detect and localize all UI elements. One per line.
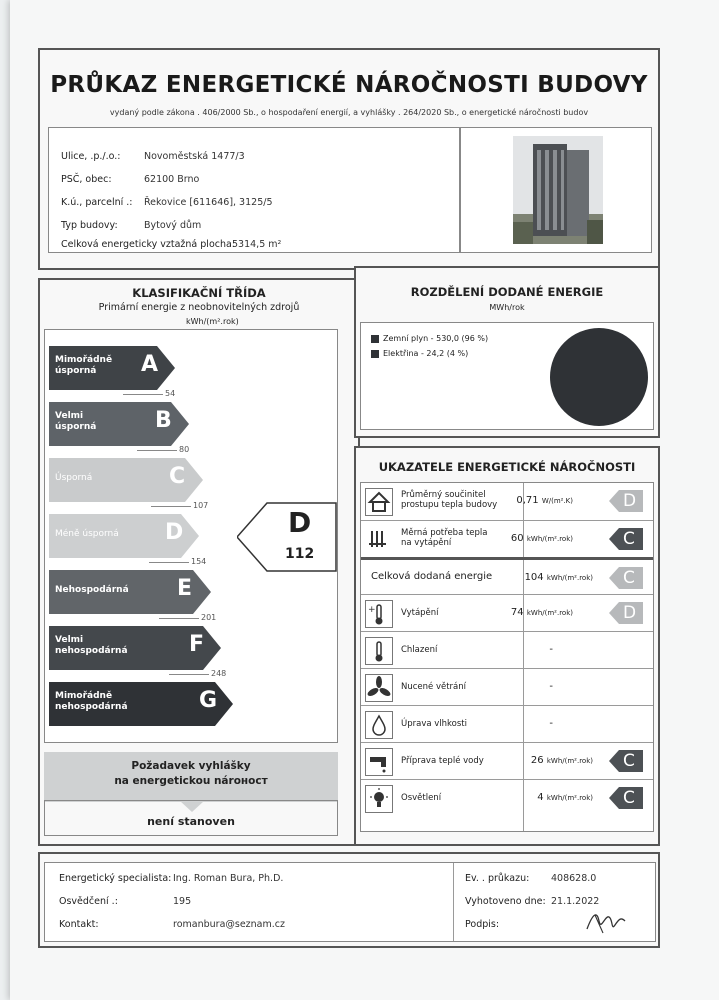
class-G-label1: Mimořádně (55, 691, 113, 701)
heating-unit: kWh/(m².rok) (526, 609, 573, 617)
humidity-value: - (549, 718, 553, 729)
class-B-letter: B (155, 408, 172, 433)
current-class-letter: D (288, 506, 312, 539)
threshold-line (123, 394, 163, 395)
heat-unit: kWh/(m².rok) (526, 535, 573, 543)
class-E-label1: Nehospodárná (55, 585, 129, 595)
ev-value: 408628.0 (551, 873, 597, 884)
building-type-value: Bytový dům (144, 220, 202, 231)
heating-class: D (623, 603, 637, 623)
class-B-label1: Velmi (55, 411, 84, 421)
class-F-letter: F (189, 632, 205, 657)
class-D-letter: D (165, 520, 184, 545)
thermometer-icon (365, 637, 393, 665)
humidity-label: Úprava vlhkosti (401, 719, 467, 729)
heat-value: 60 (510, 533, 524, 544)
threshold-line (159, 618, 199, 619)
u-class: D (623, 491, 637, 511)
class-D-labels (49, 514, 199, 558)
legend-gas: Zemní plyn - 530,0 (96 %) (383, 334, 489, 343)
cadastre-label: K.ú., parcelní .: (61, 197, 133, 208)
lighting-unit: kWh/(m².rok) (546, 794, 593, 802)
fan-icon (365, 674, 393, 702)
threshold-154: 154 (191, 557, 207, 566)
specialist-label: Energetický specialista: (59, 873, 172, 884)
distribution-section (354, 266, 660, 438)
class-A-letter: A (141, 352, 159, 377)
indicator-row-lighting (361, 779, 653, 817)
building-photo-frame (460, 127, 652, 253)
header-section (38, 48, 660, 270)
lightbulb-icon (365, 785, 393, 813)
threshold-248: 248 (211, 669, 227, 678)
address-value: Novoměstská 1477/3 (144, 151, 245, 162)
faucet-icon (365, 748, 393, 776)
distribution-pie (547, 327, 651, 427)
contact-label: Kontakt: (59, 919, 99, 930)
svg-text:+: + (368, 605, 376, 615)
legend-swatch-electricity (371, 350, 379, 358)
specialist-value: Ing. Roman Bura, Ph.D. (173, 873, 284, 884)
postal-label: PSČ, obec: (61, 174, 112, 185)
u-unit: W/(m².K) (541, 497, 573, 505)
classification-subtitle: Primární energie z neobnovitelných zdrojů (98, 302, 300, 313)
cooling-value: - (549, 644, 553, 655)
requirement-title-2: na energetickou nároност (114, 775, 268, 787)
signature (583, 907, 629, 937)
certificate-page (10, 0, 719, 1000)
lighting-class: C (623, 788, 635, 808)
building-photo (513, 136, 603, 244)
heat-class: C (623, 529, 635, 549)
distribution-title: ROZDĚLENÍ DODANÉ ENERGIE (410, 285, 604, 299)
indicator-row-heat (361, 520, 653, 558)
heat-label-2: na vytápění (401, 538, 452, 548)
building-type-label: Typ budovy: (61, 220, 118, 231)
class-A-label1: Mimořádně (55, 355, 113, 365)
class-B-labels (49, 402, 189, 446)
threshold-201: 201 (201, 613, 217, 622)
classification-scale (44, 329, 338, 743)
lighting-label: Osvětlení (401, 793, 442, 803)
classification-unit: kWh/(m².rok) (186, 317, 239, 326)
total-class: C (623, 568, 635, 588)
document-subtitle: vydaný podle zákona . 406/2000 Sb., o hospodaření energií, a vyhlášky . 264/2020 Sb., o energetické náročnosti budov (109, 108, 589, 117)
class-C-labels (49, 458, 203, 502)
date-value: 21.1.2022 (551, 896, 600, 907)
ev-label: Ev. . průkazu: (465, 873, 530, 884)
classification-title: KLASIFIKAČNÍ TŘÍDA (132, 286, 266, 300)
threshold-line (149, 562, 189, 563)
class-D-label1: Méně úsporná (55, 529, 119, 539)
indicators-section (354, 446, 660, 846)
requirement-title-1: Požadavek vyhlášky (131, 760, 251, 772)
requirement-value-box (44, 800, 338, 836)
class-A-label2: úsporná (55, 366, 97, 376)
class-G-letter: G (199, 688, 218, 713)
threshold-107: 107 (193, 501, 209, 510)
footer-separator (453, 863, 454, 941)
class-B-label2: úsporná (55, 422, 97, 432)
current-class-value: 112 (285, 546, 315, 562)
class-A-labels (49, 346, 175, 390)
class-G-labels (49, 682, 233, 726)
ventilation-value: - (549, 681, 553, 692)
total-value: 104 (524, 572, 544, 583)
distribution-unit: MWh/rok (489, 303, 525, 312)
class-C-letter: C (169, 464, 186, 489)
footer-section (38, 852, 660, 948)
u-label-2: prostupu tepla budovy (401, 500, 498, 510)
indicators-title: UKAZATELE ENERGETICKÉ NÁROČNOSTI (378, 460, 636, 474)
cooling-label: Chlazení (401, 645, 438, 655)
class-F-label1: Velmi (55, 635, 84, 645)
hot-water-label: Příprava teplé vody (401, 756, 484, 766)
class-F-label2: nehospodárná (55, 646, 128, 656)
threshold-54: 54 (165, 389, 176, 398)
indicator-row-cooling (361, 631, 653, 669)
legend-electricity: Elektřina - 24,2 (4 %) (383, 349, 469, 358)
classification-section (38, 278, 360, 846)
threshold-line (137, 450, 177, 451)
indicator-row-total (361, 557, 653, 597)
class-C-label1: Úsporná (55, 473, 93, 483)
requirement-header (44, 752, 338, 802)
radiator-icon (365, 526, 393, 554)
distribution-chart (360, 322, 654, 430)
thermometer-plus-icon (365, 600, 393, 628)
class-F-labels (49, 626, 221, 670)
class-E-letter: E (177, 576, 193, 601)
address-label: Ulice, .p./.o.: (61, 151, 121, 162)
house-icon (365, 488, 393, 516)
indicator-row-hot-water (361, 742, 653, 780)
indicator-row-humidity (361, 705, 653, 743)
lighting-value: 4 (537, 792, 544, 803)
legend-swatch-gas (371, 335, 379, 343)
humidity-icon (365, 711, 393, 739)
ventilation-label: Nucené větrání (401, 682, 467, 692)
requirement-value: není stanoven (147, 815, 235, 828)
total-unit: kWh/(m².rok) (546, 574, 593, 582)
signature-label: Podpis: (465, 919, 500, 930)
cert-value: 195 (173, 896, 192, 907)
heating-value: 74 (510, 607, 524, 618)
indicator-row-ventilation (361, 668, 653, 706)
date-label: Vyhotoveno dne: (465, 896, 546, 907)
threshold-line (169, 674, 209, 675)
footer-inner (44, 862, 656, 942)
u-value: 0,71 (516, 495, 539, 506)
hot-water-value: 26 (530, 755, 544, 766)
heating-label: Vytápění (401, 608, 439, 618)
cert-label: Osvědčení .: (59, 896, 118, 907)
indicator-row-u (361, 483, 653, 520)
hot-water-class: C (623, 751, 635, 771)
class-G-label2: nehospodárná (55, 702, 128, 712)
postal-value: 62100 Brno (144, 174, 200, 185)
area-value: 5314,5 m² (232, 239, 282, 250)
class-E-labels (49, 570, 211, 614)
indicator-row-heating (361, 594, 653, 632)
area-label: Celková energeticky vztažná plocha: (61, 239, 236, 250)
hot-water-unit: kWh/(m².rok) (546, 757, 593, 765)
document-title: PRŮKAZ ENERGETICKÉ NÁROČNOSTI BUDOVY (50, 72, 648, 98)
total-label: Celková dodaná energie (371, 571, 493, 582)
threshold-line (151, 506, 191, 507)
u-label-1: Průměrný součinitel (401, 490, 486, 500)
building-info (48, 127, 460, 253)
threshold-80: 80 (179, 445, 190, 454)
cadastre-value: Řekovice [611646], 3125/5 (144, 197, 273, 208)
indicators-table (360, 482, 654, 832)
heat-label-1: Měrná potřeba tepla (401, 528, 488, 538)
contact-value: romanbura@seznam.cz (173, 919, 285, 930)
